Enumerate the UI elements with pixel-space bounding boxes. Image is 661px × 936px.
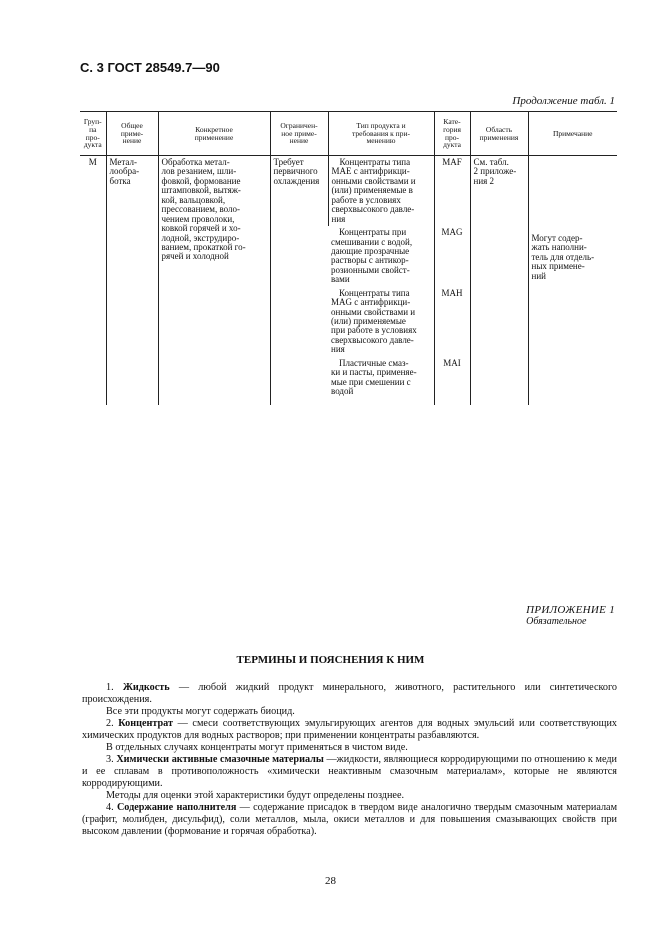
column-header: Тип продукта и требования к при- менению bbox=[328, 112, 434, 156]
type-cell: Концентраты типа МАЕ с антифрикци- онными свойствами и (или) применяемые в работе в условиях сверхвысокого давле- ния bbox=[328, 156, 434, 227]
note-cell: Могут содер- жать наполни- тель для отдель- ных примене- ний bbox=[528, 156, 617, 405]
paragraph: 1. Жидкость — любой жидкий продукт минерального, животного, растительного или синтетического происхождения. bbox=[82, 682, 618, 706]
table-continuation-label: Продолжение табл. 1 bbox=[512, 95, 615, 107]
specific-cell: Обработка метал- лов резанием, шли- фовкой, формование штамповкой, вытяж- кой, вальцовкой, прессованием, воло- чением проволоки, ковкой горячей и хо- лодной, экструдиро- ванием, прокаткой го- рячей и холодной bbox=[158, 156, 270, 405]
category-cell: MAI bbox=[434, 357, 470, 405]
group-cell: М bbox=[88, 157, 97, 167]
appendix-title: ПРИЛОЖЕНИЕ 1 bbox=[526, 604, 615, 616]
paragraph: Методы для оценки этой характеристики будут определены позднее. bbox=[106, 790, 405, 802]
type-cell: Пластичные смаз- ки и пасты, применяе- мые при смешении с водой bbox=[331, 357, 417, 397]
page-number: 28 bbox=[325, 875, 336, 887]
table-header-row bbox=[80, 112, 617, 156]
category-cell: MAG bbox=[434, 226, 470, 287]
column-header: Ограничен- ное приме- нение bbox=[270, 112, 328, 156]
table-row bbox=[80, 156, 617, 227]
terms-body bbox=[82, 682, 617, 838]
column-header: Область применения bbox=[470, 112, 528, 156]
type-cell: Концентраты типа MAG с антифрикци- онными свойствами и (или) применяемые при работе в условиях сверхвысокого давле- ния bbox=[331, 287, 417, 355]
column-header: Конкретное применение bbox=[158, 112, 270, 156]
appendix-subtitle: Обязательное bbox=[526, 616, 587, 627]
general-cell: Метал- лообра- ботка bbox=[106, 156, 158, 405]
paragraph: 4. Содержание наполнителя — содержание присадок в твердом виде аналогично твердым смазочным материалам (графит, молибден, дисульфид), соли металлов, мыла, окиси металлов и для повышения смазывающих свойств при высоком давлении (формование и горячая обработка). bbox=[82, 802, 618, 838]
paragraph: Все эти продукты могут содержать биоцид. bbox=[106, 706, 295, 718]
restricted-cell: Требует первичного охлаждения bbox=[270, 156, 328, 405]
products-table bbox=[80, 111, 617, 405]
area-cell: См. табл. 2 приложе- ния 2 bbox=[470, 156, 528, 405]
appendix-label bbox=[526, 604, 615, 627]
section-title: ТЕРМИНЫ И ПОЯСНЕНИЯ К НИМ bbox=[236, 654, 425, 666]
category-cell: MAF bbox=[434, 156, 470, 227]
column-header: Кате- гория про- дукта bbox=[434, 112, 470, 156]
category-cell: MAH bbox=[434, 287, 470, 357]
type-cell: Концентраты при смешивании с водой, дающие прозрачные растворы с антикор- розионными свойст- вами bbox=[331, 227, 413, 285]
paragraph: 3. Химически активные смазочные материалы —жидкости, являющиеся корродирующими по отношению к меди и ее сплавам в противоположность «химически неактивным смазочным материалам», которые не являются корродирующими. bbox=[82, 754, 617, 790]
paragraph: 2. Концентрат — смеси соответствующих эмульгирующих агентов для водных эмульсий или соответствующих химических продуктов для водных растворов; при применении концентраты разбавляются. bbox=[82, 718, 618, 742]
paragraph: В отдельных случаях концентраты могут применяться в чистом виде. bbox=[106, 742, 408, 754]
document-header: С. 3 ГОСТ 28549.7—90 bbox=[80, 60, 220, 75]
column-header: Примечание bbox=[528, 112, 617, 156]
column-header: Груп- па про- дукта bbox=[80, 112, 106, 156]
column-header: Общее приме- нение bbox=[106, 112, 158, 156]
